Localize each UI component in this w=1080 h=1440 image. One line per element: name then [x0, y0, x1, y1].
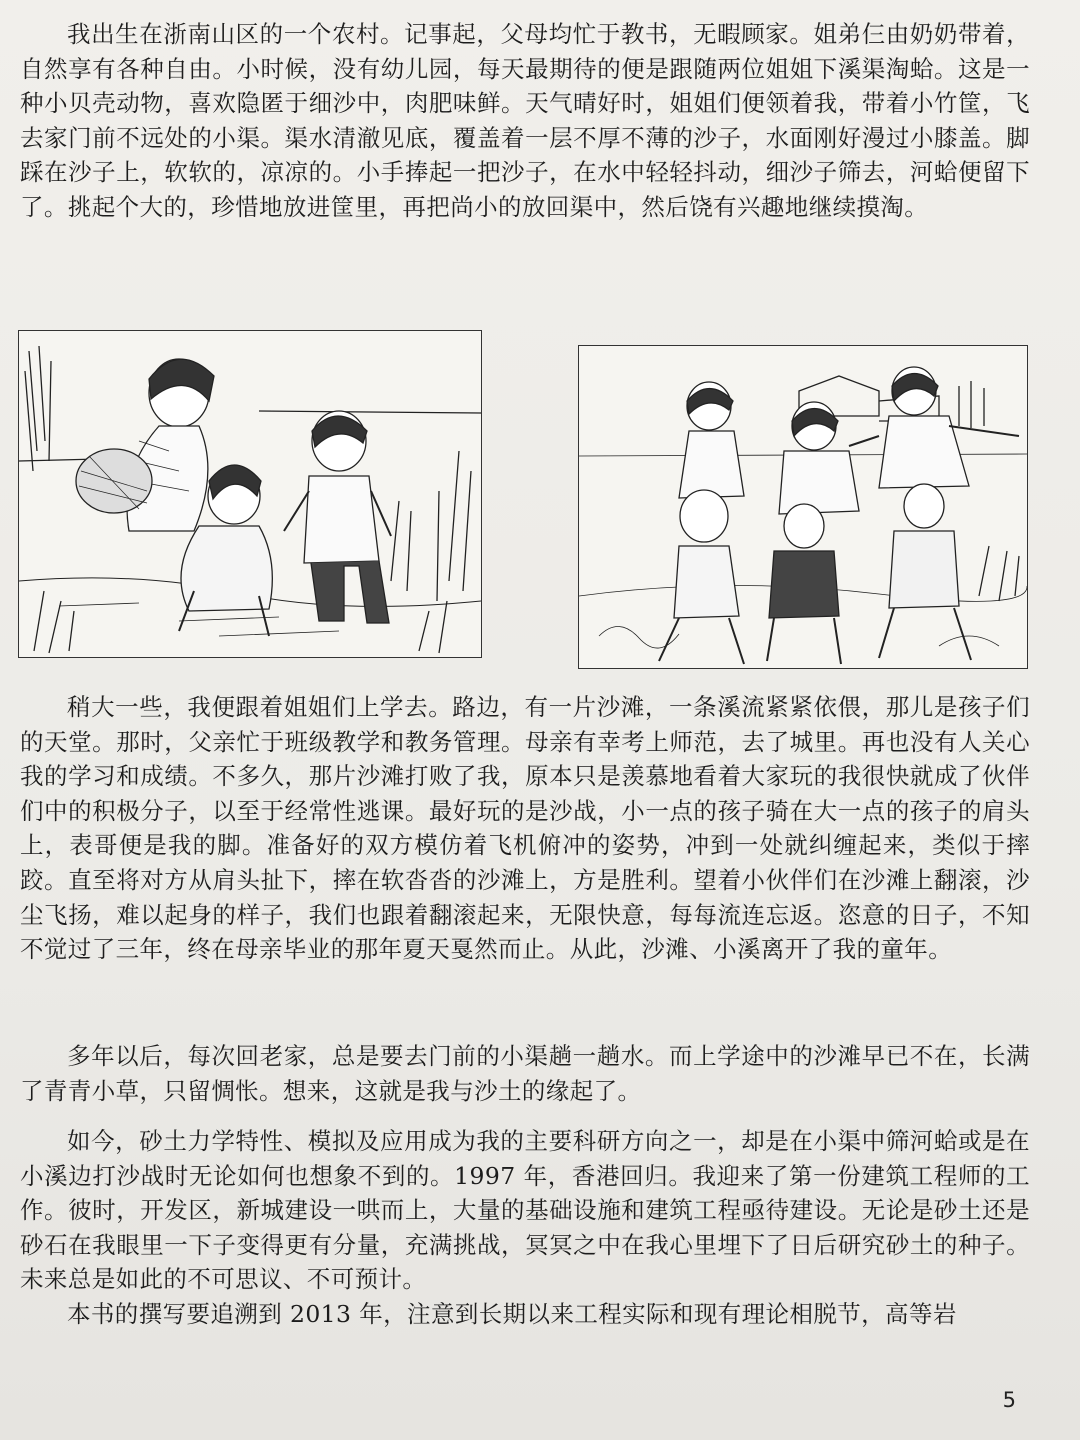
illustration-sifting-clams [18, 330, 482, 658]
paragraph-book-origin: 本书的撰写要追溯到 2013 年，注意到长期以来工程实际和现有理论相脱节，高等岩 [67, 1300, 957, 1328]
paragraph-years-later: 多年以后，每次回老家，总是要去门前的小渠趟一趟水。而上学途中的沙滩早已不在，长满了青青小草，只留惆怅。想来，这就是我与沙土的缘起了。 [20, 1042, 1030, 1105]
paragraph-sand-battle: 稍大一些，我便跟着姐姐们上学去。路边，有一片沙滩，一条溪流紧紧依偎，那儿是孩子们的天堂。那时，父亲忙于班级教学和教务管理。母亲有幸考上师范，去了城里。再也没有人关心我的学习和成绩。不多久，那片沙滩打败了我，原本只是羡慕地看着大家玩的我很快就成了伙伴们中的积极分子，以至于经常性逃课。最好玩的是沙战，小一点的孩子骑在大一点的孩子的肩头上，表哥便是我的脚。准备好的双方模仿着飞机俯冲的姿势，冲到一处就纠缠起来，类似于摔跤。直至将对方从肩头扯下，摔在软沓沓的沙滩上，方是胜利。望着小伙伴们在沙滩上翻滚，沙尘飞扬，难以起身的样子，我们也跟着翻滚起来，无限快意，每每流连忘返。恣意的日子，不知不觉过了三年，终在母亲毕业的那年夏天戛然而止。从此，沙滩、小溪离开了我的童年。 [20, 693, 1030, 964]
paragraph-research-direction: 如今，砂土力学特性、模拟及应用成为我的主要科研方向之一，却是在小渠中筛河蛤或是在小溪边打沙战时无论如何也想象不到的。1997 年，香港回归。我迎来了第一份建筑工程师的工作。彼时，开发区，新城建设一哄而上，大量的基础设施和建筑工程亟待建设。无论是砂土还是砂石在我眼里一下子变得更有分量，充满挑战，冥冥之中在我心里埋下了日后研究砂土的种子。未来总是如此的不可思议、不可预计。 [20, 1127, 1030, 1294]
paragraph-childhood-clams: 我出生在浙南山区的一个农村。记事起，父母均忙于教书，无暇顾家。姐弟仨由奶奶带着，自然享有各种自由。小时候，没有幼儿园，每天最期待的便是跟随两位姐姐下溪渠淘蛤。这是一种小贝壳动物，喜欢隐匿于细沙中，肉肥味鲜。天气晴好时，姐姐们便领着我，带着小竹筐，飞去家门前不远处的小渠。渠水清澈见底，覆盖着一层不厚不薄的沙子，水面刚好漫过小膝盖。脚踩在沙子上，软软的，凉凉的。小手捧起一把沙子，在水中轻轻抖动，细沙子筛去，河蛤便留下了。挑起个大的，珍惜地放进筐里，再把尚小的放回渠中，然后饶有兴趣地继续摸淘。 [20, 20, 1030, 221]
sand-battle-drawing [579, 346, 1027, 668]
illustration-sand-battle [578, 345, 1028, 669]
page-number: 5 [1002, 1388, 1016, 1412]
sifting-clams-drawing [19, 331, 481, 657]
